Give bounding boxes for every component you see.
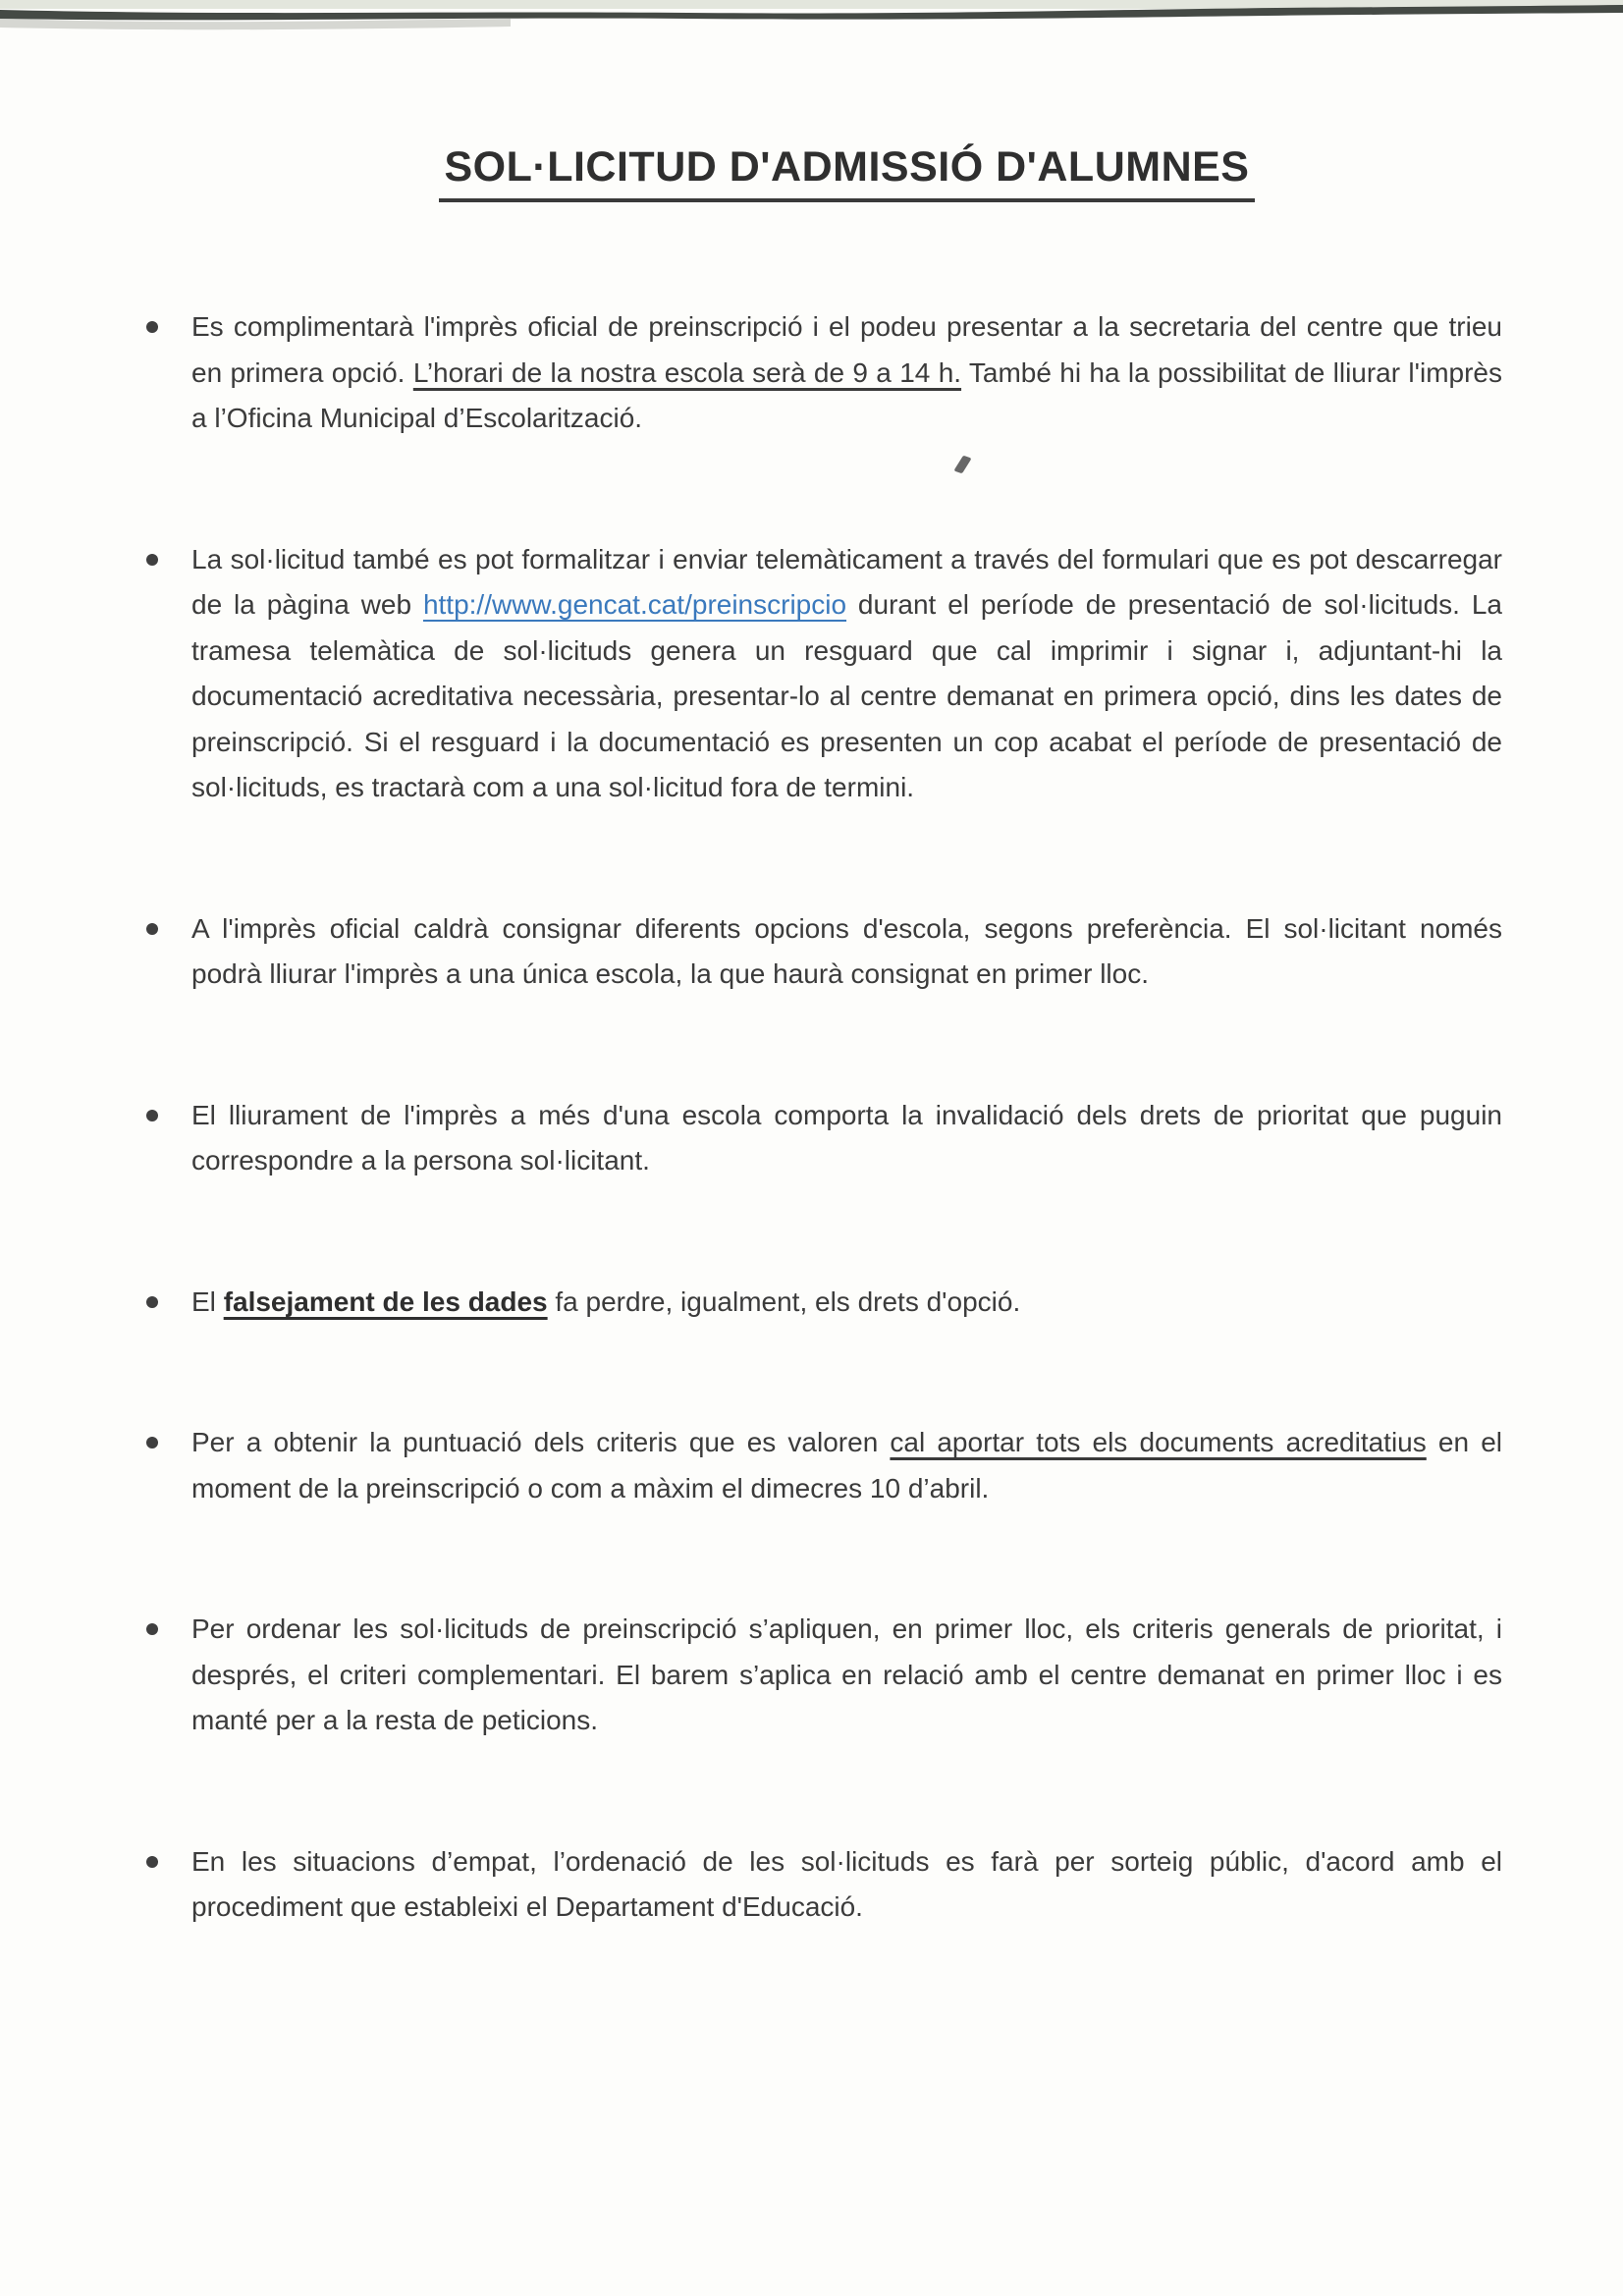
text-segment: La sol·licitud també es pot formalitzar i enviar telemàticament a través del formulari que es pot descarregar de la pàgina web <box>191 543 1502 620</box>
underlined-text-segment: L’horari de la nostra escola serà de 9 a 14 h. <box>412 356 962 388</box>
page-title: SOL·LICITUD D'ADMISSIÓ D'ALUMNES <box>439 143 1256 202</box>
text-segment: durant el període de presentació de sol·licituds. La tramesa telemàtica de sol·licituds genera un resguard que cal imprimir i signar i, adjuntant-hi la documentació acreditativa necessària, presentar-lo al centre demanat en primera opció, dins les dates de preinscripció. Si el resguard i la documentació es presenten un cop acabat el període de presentació de sol·licituds, es tractarà com a una sol·licitud fora de termini. <box>191 589 1502 802</box>
bullet-list <box>0 304 1623 1931</box>
text-segment: A l'imprès oficial caldrà consignar diferents opcions d'escola, segons preferència. El sol·licitant només podrà lliurar l'imprès a una única escola, la que haurà consignat en primer lloc. <box>191 912 1502 989</box>
bullet-dot-icon <box>146 923 158 935</box>
bullet-item <box>191 1607 1502 1744</box>
title-block <box>191 143 1502 202</box>
scan-shadow-smudge <box>0 19 511 29</box>
text-segment: en el moment de la preinscripció o com a màxim el dimecres 10 d’abril. <box>191 1427 1503 1503</box>
text-segment: El lliurament de l'imprès a més d'una escola comporta la invalidació dels drets de prioritat que puguin correspondre a la persona sol·licitant. <box>191 1099 1502 1175</box>
text-segment: Per a obtenir la puntuació dels criteris que es valoren <box>191 1427 891 1457</box>
bullet-dot-icon <box>146 1856 158 1868</box>
bullet-dot-icon <box>146 1296 158 1308</box>
underlined-text-segment: cal aportar tots els documents acreditatius <box>890 1427 1427 1457</box>
bullet-dot-icon <box>146 1623 158 1635</box>
bullet-item <box>191 304 1502 442</box>
bullet-item <box>191 1280 1502 1326</box>
text-segment: Per ordenar les sol·licituds de preinscripció s’apliquen, en primer lloc, els criteris generals de prioritat, i després, el criteri complementari. El barem s’aplica en relació amb el centre demanat en primer lloc i es manté per a la resta de peticions. <box>191 1613 1502 1735</box>
preinscripcio-link[interactable]: http://www.gencat.cat/preinscripcio <box>422 589 847 620</box>
text-segment: En les situacions d’empat, l’ordenació de les sol·licituds es farà per sorteig públic, d'acord amb el procediment que estableixi el Departament d'Educació. <box>191 1845 1502 1922</box>
bullet-dot-icon <box>146 321 158 333</box>
bullet-item <box>191 537 1502 811</box>
scanner-edge-artifact <box>0 0 1623 45</box>
text-segment: També hi ha la possibilitat de lliurar l'imprès a l’Oficina Municipal d’Escolarització. <box>191 356 1503 433</box>
bullet-item <box>191 1420 1502 1511</box>
text-segment: Es complimentarà l'imprès oficial de preinscripció i el podeu presentar a la secretaria del centre que trieu en primera opció. <box>191 311 1502 388</box>
text-segment: fa perdre, igualment, els drets d'opció. <box>547 1285 1021 1317</box>
text-segment: El <box>191 1285 224 1317</box>
bullet-dot-icon <box>146 1437 158 1449</box>
bullet-dot-icon <box>146 554 158 566</box>
bold-underlined-text-segment: falsejament de les dades <box>223 1285 548 1317</box>
bullet-item <box>191 906 1502 998</box>
bullet-item <box>191 1093 1502 1184</box>
bullet-dot-icon <box>146 1110 158 1121</box>
bullet-item <box>191 1839 1502 1931</box>
